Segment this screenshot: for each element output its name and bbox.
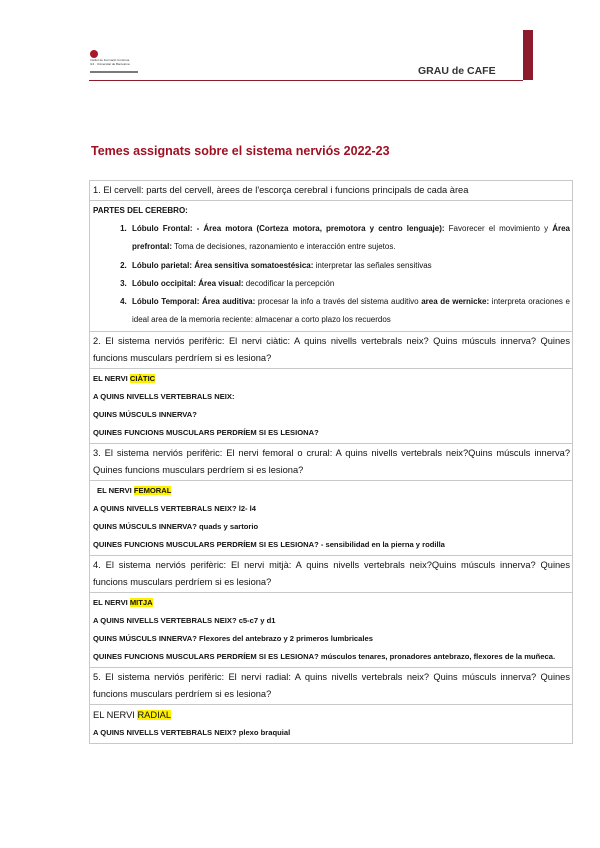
answer-value: músculos tenares, pronadores antebrazo, flexores de la muñeca. [318, 651, 556, 661]
nerve-prefix: EL NERVI [97, 485, 134, 495]
lobe-area: Área prefrontal: [132, 224, 570, 252]
lobe-function: Favorecer el movimiento y [444, 224, 553, 233]
answer-question: QUINS MÚSCULS INNERVA? [93, 633, 197, 643]
answer-line [93, 536, 570, 554]
answer-line [93, 724, 570, 742]
list-item [129, 257, 570, 275]
list-item [129, 293, 570, 330]
answer-row [89, 593, 573, 668]
nerve-name: CIÀTIC [129, 373, 156, 383]
answer-question: A QUINS NIVELLS VERTEBRALS NEIX? [93, 727, 237, 737]
answer-value: quads y sartorio [196, 521, 259, 531]
lobe-label: Lóbulo Frontal: [132, 224, 193, 233]
lobe-area: area de wernicke: [421, 297, 490, 307]
answer-value: plexo braquial [236, 727, 291, 737]
answer-question: A QUINS NIVELLS VERTEBRALS NEIX? [93, 503, 237, 513]
answer-row [89, 201, 573, 332]
logo-text [90, 59, 140, 66]
answer-value: - sensibilidad en la pierna y rodilla [318, 539, 445, 549]
answer-line [93, 630, 570, 648]
lobe-function: interpretar las señales sensitivas [313, 260, 432, 270]
answer-question: QUINES FUNCIONS MUSCULARS PERDRÍEM SI ES LESIONA? [93, 651, 319, 661]
lobe-area: Área auditiva: [199, 297, 256, 307]
nerve-prefix: EL NERVI [93, 597, 130, 607]
lobe-function: decodificar la percepción [243, 278, 335, 288]
document-title: Temes assignats sobre el sistema nerviós 2022-23 [91, 144, 390, 158]
question-row [89, 332, 573, 369]
answer-line [93, 500, 570, 518]
question-row [89, 556, 573, 593]
topics-table [89, 180, 573, 744]
institution-logo [90, 50, 150, 80]
answer-question: A QUINS NIVELLS VERTEBRALS NEIX? [93, 615, 237, 625]
answer-question: QUINS MÚSCULS INNERVA? [93, 521, 197, 531]
nerve-name: MITJA [129, 597, 153, 607]
answer-row [89, 481, 573, 556]
answer-line [93, 518, 570, 536]
answer-line [93, 648, 570, 666]
answer-value: c5-c7 y d1 [236, 615, 276, 625]
answer-question: QUINES FUNCIONS MUSCULARS PERDRÍEM SI ES LESIONA? [93, 539, 319, 549]
logo-mark-icon [90, 50, 98, 58]
lobe-label: Lóbulo occipital: [132, 278, 196, 288]
nerve-title [93, 594, 570, 612]
nerve-title [93, 706, 570, 724]
header-rule [89, 80, 523, 81]
question-text: 5. El sistema nerviós perifèric: El nervi radial: A quins nivells vertebrals neix? Quins músculs innerva? Quines funcions musculars perdríem si es lesiona? [93, 671, 570, 699]
logo-text-line: IL3 · Universitat de Barcelona [90, 61, 130, 66]
answer-line [93, 612, 570, 630]
question-text: 3. El sistema nerviós perifèric: El nervi femoral o crural: A quins nivells vertebrals neix?Quins músculs innerva? Quines funcions musculars perdríem si es lesiona? [93, 447, 570, 475]
answer-heading: PARTES DEL CEREBRO: [93, 206, 188, 215]
logo-divider [90, 71, 138, 73]
answer-row [89, 369, 573, 444]
answer-value: Flexores del antebrazo y 2 primeros lumbricales [196, 633, 373, 643]
header-accent-bar [523, 30, 533, 80]
lobe-function: procesar la info a través del sistema auditivo [255, 297, 422, 307]
header-title: GRAU de CAFE [418, 65, 496, 77]
list-item [129, 220, 570, 257]
list-item [129, 275, 570, 293]
question-row [89, 180, 573, 201]
answer-line: QUINES FUNCIONS MUSCULARS PERDRÍEM SI ES LESIONA? [93, 427, 319, 437]
nerve-name: FEMORAL [133, 485, 172, 495]
nerve-title [93, 370, 570, 388]
nerve-prefix: EL NERVI [93, 709, 138, 720]
question-text: 4. El sistema nerviós perifèric: El nervi mitjà: A quins nivells vertebrals neix?Quins músculs innerva? Quines funcions musculars perdríem si es lesiona? [93, 559, 570, 587]
question-row [89, 444, 573, 481]
nerve-name: RADIAL [137, 709, 172, 720]
lobe-label: Lóbulo Temporal: [132, 297, 200, 307]
answer-row [89, 705, 573, 744]
lobe-list [93, 220, 570, 330]
question-text: 2. El sistema nerviós perifèric: El nervi ciàtic: A quins nivells vertebrals neix? Quins músculs innerva? Quines funcions musculars perdríem si es lesiona? [93, 335, 570, 363]
nerve-title [93, 482, 570, 500]
question-row [89, 668, 573, 705]
lobe-function: interpreta oraciones e ideal area de la memoria reciente: almacenar a corto plazo los recuerdos [132, 297, 570, 325]
nerve-prefix: EL NERVI [93, 373, 130, 383]
lobe-area: Área visual: [196, 278, 244, 288]
question-text: 1. El cervell: parts del cervell, àrees de l'escorça cerebral i funcions principals de cada àrea [93, 185, 469, 195]
lobe-label: Lóbulo parietal: [132, 260, 192, 270]
lobe-area: Área sensitiva somatoestésica: [192, 260, 314, 270]
answer-value: l2- l4 [236, 503, 257, 513]
answer-line: A QUINS NIVELLS VERTEBRALS NEIX: [93, 391, 235, 401]
answer-line: QUINS MÚSCULS INNERVA? [93, 409, 197, 419]
logo-text-line: Institut de Formació Contínua [90, 58, 130, 62]
lobe-area: - Área motora (Corteza motora, premotora y centro lenguaje): [192, 224, 445, 233]
lobe-function: Toma de decisiones, razonamiento e interacción entre sujetos. [172, 242, 396, 252]
